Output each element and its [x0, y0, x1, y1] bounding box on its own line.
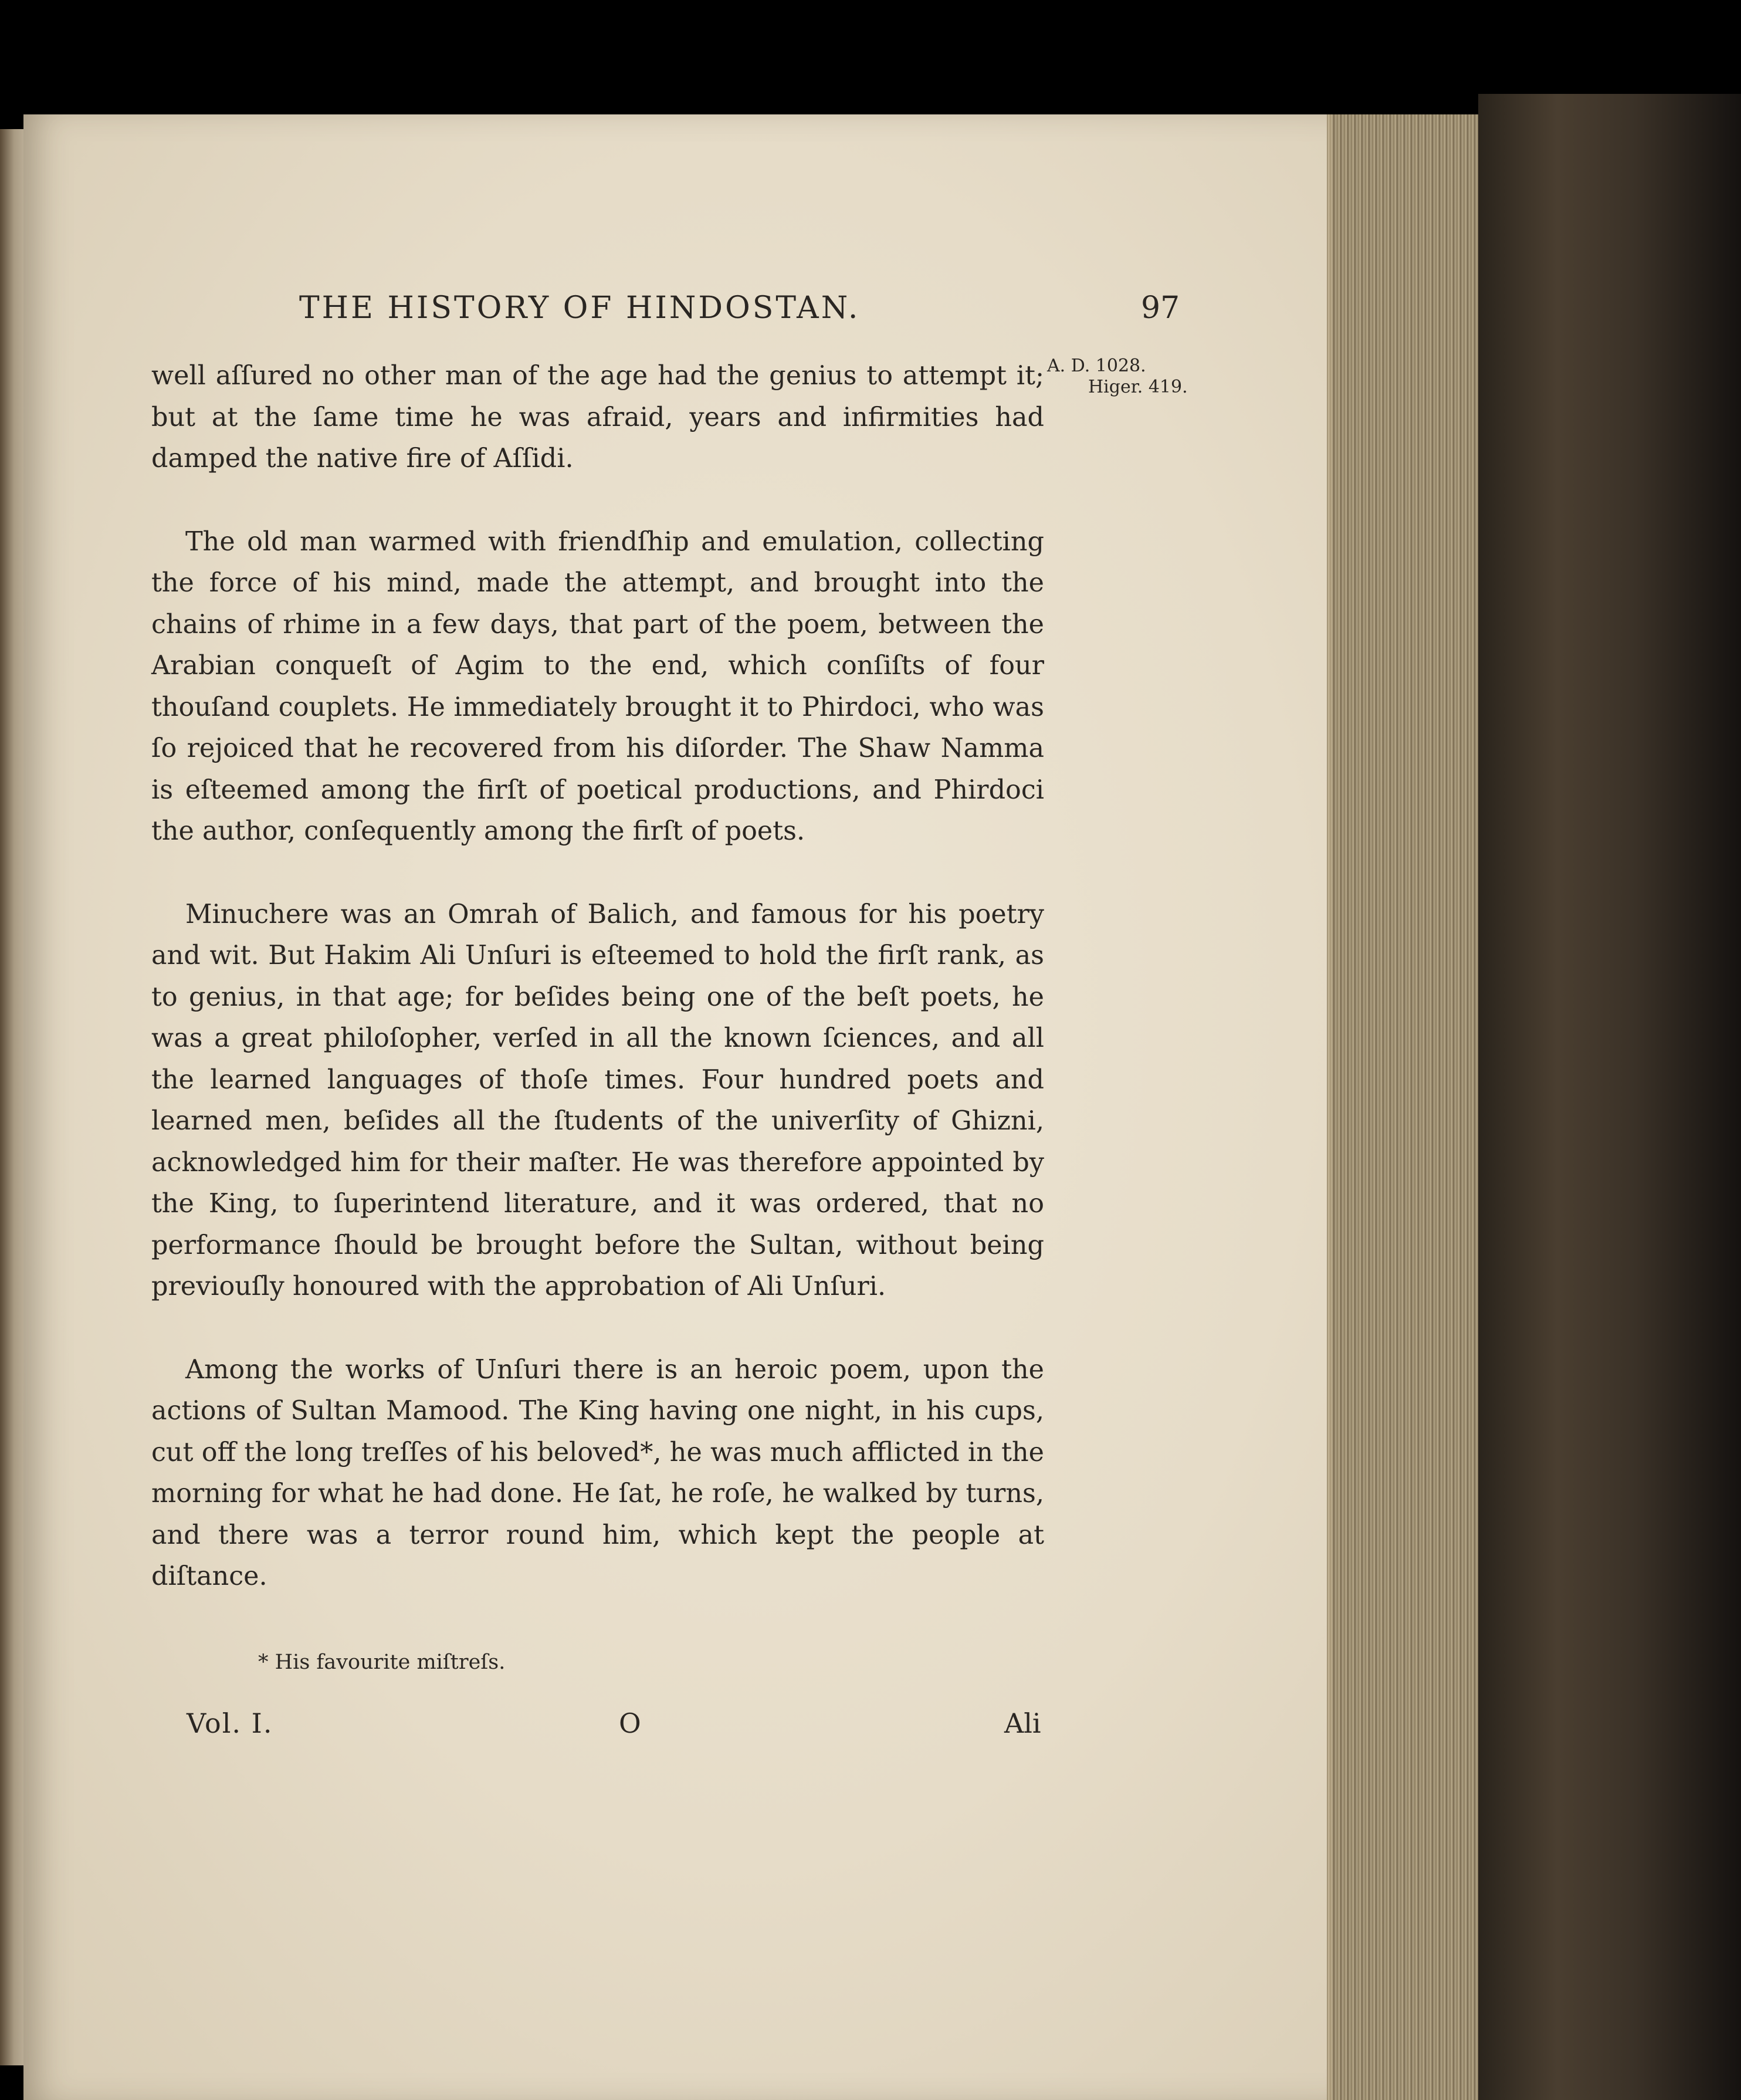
page-edges: [1327, 114, 1485, 2100]
signature-mark: O: [619, 1707, 641, 1739]
paragraph-continuation: well aſſured no other man of the age had the genius to attempt it; but at the ſame time he was afraid, years and infirmities had damped the native fire of Aſſidi.: [151, 361, 1044, 474]
margin-note-date-higer: Higer. 419.: [1088, 377, 1188, 397]
catchword: Ali: [1004, 1707, 1041, 1739]
footnote: * His favourite miſtreſs.: [258, 1651, 506, 1674]
paragraph-minuchere: Minuchere was an Omrah of Balich, and famous for his poetry and wit. But Hakim Ali Unſuri is eſteemed to hold the firſt rank, as to genius, in that age; for beſides being one of the beſt poets, he was a great philoſopher, verſed in all the known ſciences, and all the learned languages of thoſe times. Four hundred poets and learned men, beſides all the ſtudents of the univerſity of Ghizni, acknowledged him for their maſter. He was therefore appointed by the King, to ſuperintend literature, and it was ordered, that no performance ſhould be brought before the Sultan, without being previouſly honoured with the approbation of Ali Unſuri.: [151, 899, 1044, 1301]
margin-note: [1047, 356, 1188, 398]
paragraph-unsuri-works: Among the works of Unſuri there is an heroic poem, upon the actions of Sultan Mamood. The King having one night, in his cups, cut off the long treſſes of his beloved*, he was much afflicted in the morning for what he had done. He ſat, he roſe, he walked by turns, and there was a terror round him, which kept the people at diſtance.: [151, 1354, 1044, 1591]
volume-mark: Vol. I.: [187, 1707, 273, 1739]
body-text: [151, 356, 1044, 1598]
running-head: THE HISTORY OF HINDOSTAN.: [299, 290, 861, 326]
paragraph-old-man: The old man warmed with friendſhip and emulation, collecting the force of his mind, made the attempt, and brought into the chains of rhime in a few days, that part of the poem, between the Arabian conqueſt of Agim to the end, which conſiſts of four thouſand couplets. He immediately brought it to Phirdoci, who was ſo rejoiced that he recovered from his diſorder. The Shaw Namma is eſteemed among the firſt of poetical productions, and Phirdoci the author, conſequently among the firſt of poets.: [151, 526, 1044, 846]
page-number: 97: [1141, 290, 1180, 326]
margin-note-date-ad: A. D. 1028.: [1047, 356, 1146, 376]
book-cover: [1478, 94, 1741, 2100]
